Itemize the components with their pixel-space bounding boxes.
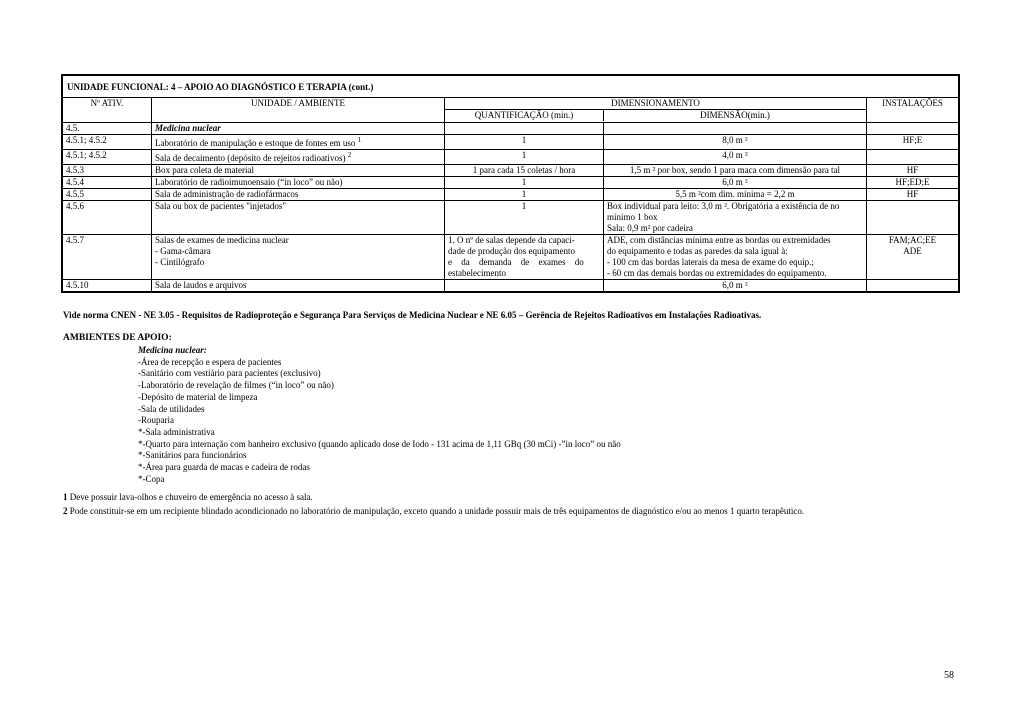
row-instalacoes [867,201,958,234]
row-dimensao [604,123,867,134]
row-id: 4.5. [63,123,152,134]
row-id: 4.5.4 [63,177,152,188]
table-row [63,235,958,280]
row-dimensao-line: Sala: 0,9 m² por cadeira [607,223,693,233]
row-dimensao-line: mínimo 1 box [607,212,658,222]
row-dimensao-line: - 60 cm das demais bordas ou extremidades do equipamento. [607,268,827,278]
row-quantificacao: 1 [445,189,604,200]
row-id: 4.5.5 [63,189,152,200]
header-instalacoes: INSTALAÇÕES [882,98,943,108]
header-quantificacao: QUANTIFICAÇÃO (min.) [445,110,604,121]
list-item: -Depósito de material de limpeza [138,391,258,402]
row-ambiente [152,135,445,149]
list-item: *-Quarto para internação com banheiro exclusivo (quando aplicado dose de Iodo - 131 acima de 1,11 GBq (30 mCi) -”in loco” ou não [138,438,621,449]
list-item: *-Sanitários para funcionários [138,450,247,461]
row-instalacoes: HF [906,189,919,199]
row-dimensao: 1,5 m ² por box, sendo 1 para maca com dimensão para tal [604,165,867,176]
row-ambiente: Medicina nuclear [152,123,445,134]
footnotes [63,490,804,518]
row-ambiente [152,150,445,164]
apoio-title: AMBIENTES DE APOIO: [63,333,172,343]
list-item: -Rouparia [138,415,174,426]
row-dimensao: 5,5 m ²com dim. mínima = 2,2 m [604,189,867,200]
row-dimensao-line: Box individual para leito: 3,0 m ². Obrigatória a existência de no [607,201,840,211]
row-dimensao: 4,0 m ² [604,150,867,164]
row-instalacoes [867,280,958,291]
header-n-ativ: Nº ATIV. [63,98,152,122]
row-quantificacao-line: estabelecimento [448,268,506,278]
row-quantificacao: 1 [445,201,604,234]
row-dimensao: 6,0 m ² [604,280,867,291]
row-instalacoes [867,235,958,279]
row-instalacoes: HF;E [902,135,923,145]
row-quantificacao-line: e da demanda de exames do [448,257,584,267]
table-row [63,165,958,177]
list-item: -Sanitário com vestiário para pacientes (exclusivo) [138,368,321,379]
row-dimensao: 6,0 m ² [604,177,867,188]
row-instalacoes [867,123,958,134]
row-ambiente-text: Sala de decaimento (depósito de rejeitos radioativos) [155,153,346,163]
row-ambiente-line: Salas de exames de medicina nuclear [155,235,289,245]
row-ambiente: Sala de laudos e arquivos [152,280,445,291]
row-quantificacao: 1 [445,150,604,164]
header-dimensionamento-group [445,98,867,122]
row-quantificacao [445,280,604,291]
row-ambiente-line: - Gama-câmara [155,246,211,256]
row-dimensao: 8,0 m ² [604,135,867,149]
row-quantificacao: 1 [445,135,604,149]
row-dimensao-line: - 100 cm das bordas laterais da mesa de exame do equip.; [607,257,814,267]
row-instalacoes [867,150,958,164]
list-item: -Área de recepção e espera de pacientes [138,356,282,367]
list-item: -Sala de utilidades [138,403,205,414]
row-instalacoes-line: FAM;AC;EE [888,235,937,245]
requirements-table [61,74,960,293]
row-quantificacao [445,235,604,279]
table-row [63,177,958,189]
row-id: 4.5.6 [63,201,152,234]
row-instalacoes: HF;ED;E [895,177,930,187]
footnote-mark: 1 [63,492,68,502]
header-dimensionamento: DIMENSIONAMENTO [445,98,866,110]
row-dimensao [604,235,867,279]
list-item: *-Copa [138,473,165,484]
norm-reference-note: Vide norma CNEN - NE 3.05 - Requisitos de Radioproteção e Segurança Para Serviços de Medicina Nuclear e NE 6.05 – Gerência de Rejeitos Radioativos em Instalações Radioativas. [63,310,762,320]
row-id: 4.5.7 [63,235,152,279]
page-number: 58 [944,670,954,681]
list-item: *-Sala administrativa [138,426,215,437]
header-row [63,98,958,123]
footnote [63,490,804,504]
header-unidade: UNIDADE / AMBIENTE [152,98,445,122]
table-row [63,135,958,150]
row-dimensao-line: do equipamento e todas as paredes da sala igual à: [607,246,788,256]
row-id: 4.5.1; 4.5.2 [63,150,152,164]
row-dimensao-line: ADE, com distâncias mínima entre as bordas ou extremidades [607,235,831,245]
footnote-text: Pode constituir-se em um recipiente blindado acondicionado no laboratório de manipulação, exceto quando a unidade possuir mais de três equipamentos de diagnóstico e/ou ao menos 1 quarto terapêutico. [69,506,805,516]
apoio-subtitle: Medicina nuclear: [138,345,207,355]
row-quantificacao-line: dade de produção dos equipamento [448,246,575,256]
apoio-list [138,345,621,485]
row-ambiente [152,235,445,279]
table-row [63,280,958,291]
row-ambiente: Sala de administração de radiofármacos [152,189,445,200]
footnote-text: Deve possuir lava-olhos e chuveiro de emergência no acesso à sala. [69,492,313,502]
table-row [63,189,958,201]
row-ambiente: Box para coleta de material [152,165,445,176]
row-quantificacao: 1 para cada 15 coletas / hora [445,165,604,176]
row-quantificacao: 1 [445,177,604,188]
list-item: *-Área para guarda de macas e cadeira de rodas [138,462,310,473]
row-ambiente-line: - Cintilógrafo [155,257,205,267]
row-quantificacao-line: 1. O nº de salas depende da capaci- [448,235,575,245]
list-item: -Laboratório de revelação de filmes (“in loco” ou não) [138,380,334,391]
footnote-ref: 2 [347,151,352,159]
footnote [63,504,804,518]
row-instalacoes-line: ADE [903,246,922,256]
row-ambiente: Laboratório de radioimunoensaio (“in loco” ou não) [152,177,445,188]
row-quantificacao [445,123,604,134]
table-row [63,123,958,135]
header-dimensao: DIMENSÃO(min.) [700,110,770,120]
unit-title: UNIDADE FUNCIONAL: 4 – APOIO AO DIAGNÓSTICO E TERAPIA (cont.) [63,76,958,98]
row-id: 4.5.10 [63,280,152,291]
footnote-ref: 1 [357,136,362,144]
row-id: 4.5.1; 4.5.2 [63,135,152,149]
row-dimensao [604,201,867,234]
row-ambiente: Sala ou box de pacientes "injetados" [152,201,445,234]
footnote-mark: 2 [63,506,68,516]
row-ambiente-text: Laboratório de manipulação e estoque de fontes em uso [155,138,356,148]
table-row [63,201,958,235]
table-row [63,150,958,165]
row-id: 4.5.3 [63,165,152,176]
row-instalacoes: HF [906,165,919,175]
